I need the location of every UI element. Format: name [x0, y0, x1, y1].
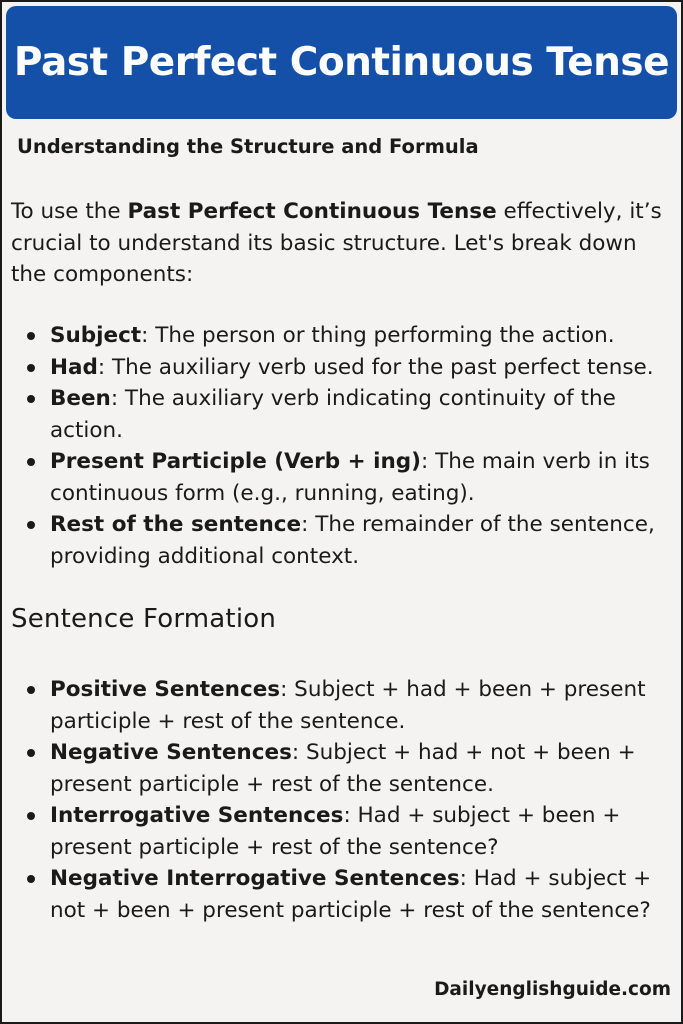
list-item: [50, 509, 680, 572]
list-item-term: Rest of the sentence: [50, 512, 302, 537]
list-item-term: Positive Sentences: [50, 677, 281, 702]
intro-text-before: To use the: [11, 199, 128, 224]
list-item-desc: : The auxiliary verb used for the past perfect tense.: [97, 354, 654, 380]
list-item: [50, 863, 683, 926]
list-item-term: Subject: [50, 323, 142, 348]
list-item: [50, 737, 683, 800]
page-title: Past Perfect Continuous Tense: [13, 40, 670, 85]
footer-site-name: Dailyenglishguide.com: [434, 979, 671, 1000]
title-banner: [6, 6, 677, 119]
list-item-term: Present Participle (Verb + ing): [50, 449, 422, 474]
list-item: [50, 446, 680, 509]
list-item-term: Had: [50, 354, 98, 380]
list-item-term: Interrogative Sentences: [50, 803, 344, 828]
list-item-term: Negative Interrogative Sentences: [50, 866, 460, 891]
intro-text-after: effectively, it’s crucial to understand its basic structure. Let's break down the components:: [11, 199, 662, 287]
list-item: [50, 383, 680, 446]
section-heading: Sentence Formation: [11, 604, 277, 634]
list-item-desc: : Subject + had + been + present participle + rest of the sentence.: [50, 677, 646, 734]
list-item: [50, 320, 680, 352]
list-item-term: Negative Sentences: [50, 740, 292, 765]
list-item-term: Been: [50, 386, 111, 411]
subheading: Understanding the Structure and Formula: [17, 135, 479, 158]
components-list: [20, 320, 680, 572]
list-item: [50, 800, 683, 863]
list-item-desc: : The main verb in its continuous form (e.g., running, eating).: [50, 449, 650, 506]
list-item: [50, 674, 683, 737]
list-item-desc: : Subject + had + not + been + present participle + rest of the sentence.: [50, 740, 636, 797]
list-item-desc: : Had + subject + been + present participle + rest of the sentence?: [50, 803, 621, 860]
formation-list: [20, 674, 683, 926]
list-item: [50, 352, 680, 384]
list-item-desc: : Had + subject + not + been + present participle + rest of the sentence?: [50, 866, 652, 923]
list-item-desc: : The person or thing performing the action.: [141, 323, 615, 348]
list-item-desc: : The auxiliary verb indicating continuity of the action.: [50, 386, 616, 443]
intro-paragraph: [11, 196, 671, 291]
intro-text-bold: Past Perfect Continuous Tense: [127, 199, 497, 224]
list-item-desc: : The remainder of the sentence, providing additional context.: [50, 512, 655, 569]
